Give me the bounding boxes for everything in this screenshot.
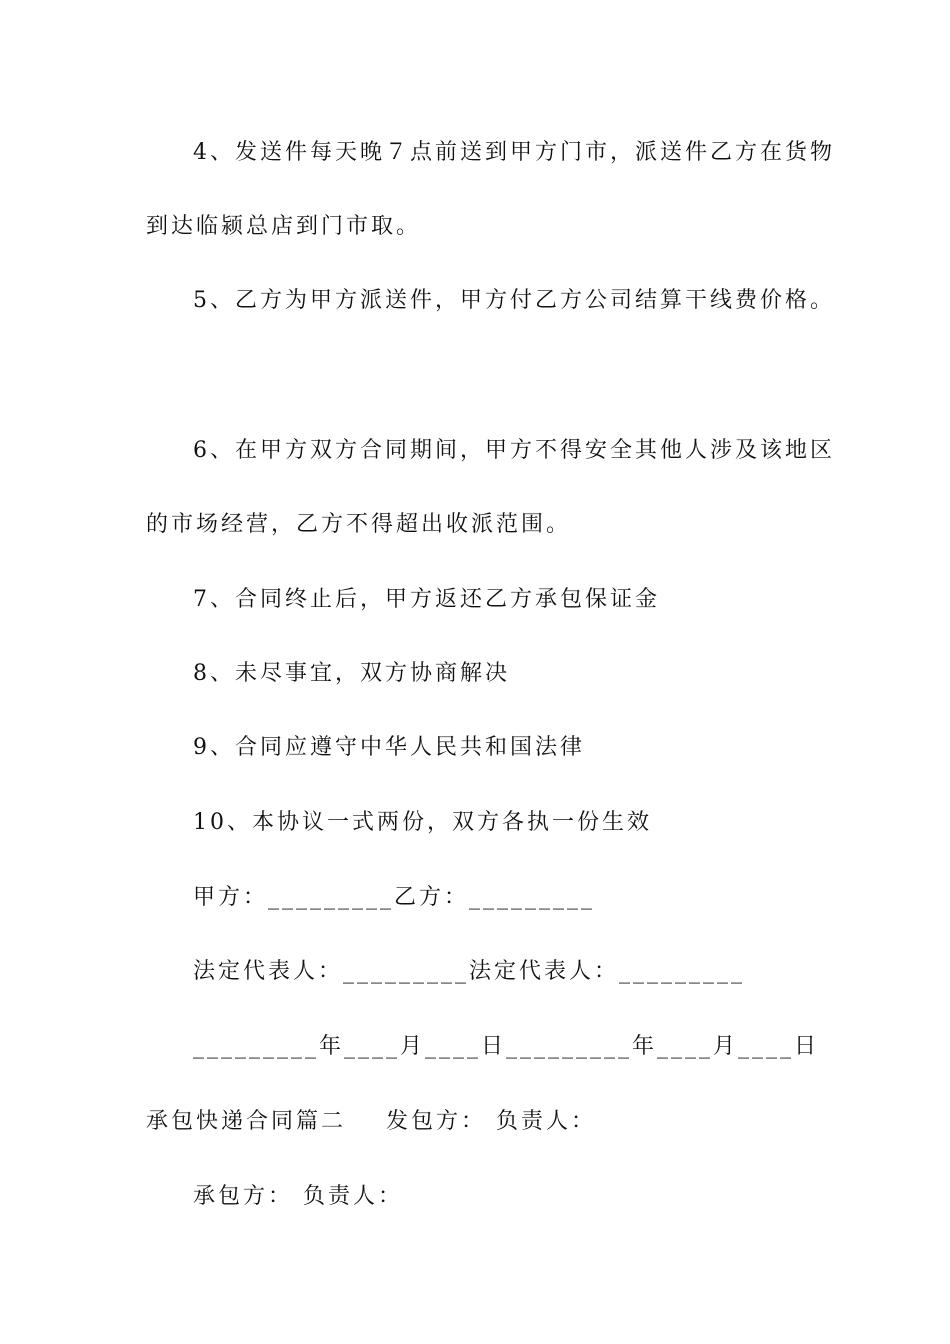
clause-9: 9、合同应遵守中华人民共和国法律 — [193, 735, 585, 760]
signature-parties: 甲方：_________乙方：_________ — [193, 885, 596, 910]
clause-4-line-2: 到达临颍总店到门市取。 — [146, 214, 422, 239]
clause-8: 8、未尽事宜，双方协商解决 — [193, 661, 510, 686]
clause-7: 7、合同终止后，甲方返还乙方承包保证金 — [193, 587, 660, 612]
section-2-title: 承包快递合同篇二 — [146, 1109, 347, 1134]
signature-dates: _________年____月____日_________年____月____日 — [193, 1034, 820, 1059]
section-2-header-line — [146, 1107, 596, 1137]
contractor-line: 承包方： 负责人： — [193, 1184, 403, 1209]
clause-6-line-2: 的市场经营，乙方不得超出收派范围。 — [146, 512, 572, 537]
clause-10: 10、本协议一式两份，双方各执一份生效 — [193, 810, 652, 835]
clause-4-line-1: 4、发送件每天晚７点前送到甲方门市，派送件乙方在货物 — [193, 140, 835, 165]
clause-5: 5、乙方为甲方派送件，甲方付乙方公司结算干线费价格。 — [193, 288, 835, 313]
issuer-line: 发包方： 负责人： — [386, 1109, 597, 1134]
signature-representatives: 法定代表人：_________法定代表人：_________ — [193, 959, 746, 984]
clause-6-line-1: 6、在甲方双方合同期间，甲方不得安全其他人涉及该地区 — [193, 438, 835, 463]
